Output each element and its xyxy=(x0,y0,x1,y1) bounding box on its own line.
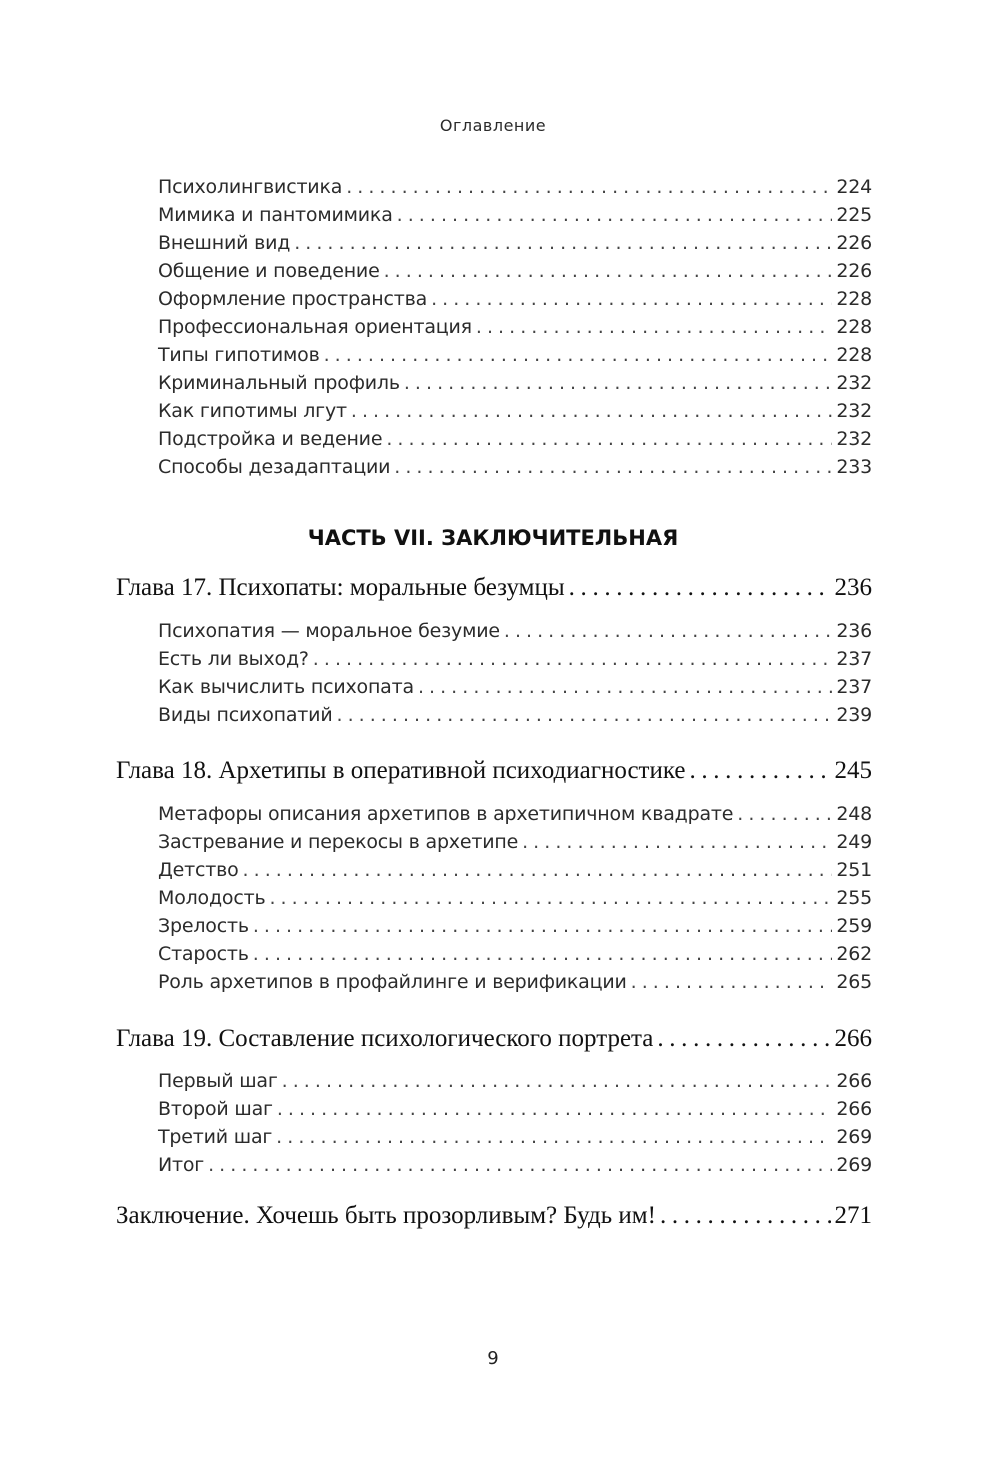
toc-section-entry[interactable] xyxy=(158,887,872,909)
toc-entry-page: 239 xyxy=(836,704,872,726)
toc-entry-title: Молодость xyxy=(158,887,266,909)
toc-leader xyxy=(660,1202,831,1230)
toc-entry-title: Первый шаг xyxy=(158,1070,278,1092)
toc-entry-page: 226 xyxy=(836,260,872,282)
toc-section-entry[interactable] xyxy=(158,704,872,726)
toc-leader xyxy=(522,831,832,853)
toc-entry-title: Застревание и перекосы в архетипе xyxy=(158,831,519,853)
toc-section-entry[interactable] xyxy=(158,971,872,993)
toc-entry-title: Как вычислить психопата xyxy=(158,676,414,698)
toc-entry-title: Старость xyxy=(158,943,249,965)
toc-entry-page: 269 xyxy=(836,1154,872,1176)
toc-entry-page: 233 xyxy=(836,456,872,478)
toc-entry-title: Мимика и пантомимика xyxy=(158,204,393,226)
toc-chapter-title: Глава 19. Составление психологического портрета xyxy=(116,1025,654,1052)
toc-leader xyxy=(253,915,833,937)
toc-section-entry[interactable] xyxy=(158,400,872,422)
toc-section-entry[interactable] xyxy=(158,943,872,965)
toc-entry-page: 265 xyxy=(836,971,872,993)
toc-entry-title: Оформление пространства xyxy=(158,288,428,310)
toc-section-entry[interactable] xyxy=(158,1126,872,1148)
toc-entry-title: Общение и поведение xyxy=(158,260,380,282)
toc-entry-title: Второй шаг xyxy=(158,1098,273,1120)
toc-section-entry[interactable] xyxy=(158,344,872,366)
toc-chapter-title: Заключение. Хочешь быть прозорливым? Будь им! xyxy=(116,1202,656,1229)
toc-entry-page: 228 xyxy=(836,316,872,338)
toc-entry-page: 228 xyxy=(836,288,872,310)
toc-entry-page: 232 xyxy=(836,400,872,422)
toc-entry-title: Метафоры описания архетипов в архетипичном квадрате xyxy=(158,803,734,825)
toc-entry-page: 266 xyxy=(836,1098,872,1120)
toc-leader xyxy=(336,704,832,726)
toc-section-entry[interactable] xyxy=(158,372,872,394)
toc-leader xyxy=(269,887,832,909)
toc-section-entry[interactable] xyxy=(158,648,872,670)
toc-section-entry[interactable] xyxy=(158,676,872,698)
toc-entry-title: Подстройка и ведение xyxy=(158,428,383,450)
toc-leader xyxy=(276,1126,832,1148)
toc-section-entry[interactable] xyxy=(158,803,872,825)
toc-entry-page: 259 xyxy=(836,915,872,937)
toc-entry-title: Типы гипотимов xyxy=(158,344,320,366)
toc-leader xyxy=(431,288,832,310)
toc-entry-page: 237 xyxy=(836,676,872,698)
toc-leader xyxy=(294,232,832,254)
toc-entry-title: Третий шаг xyxy=(158,1126,273,1148)
toc-chapter-page: 266 xyxy=(834,1025,872,1052)
toc-entry-title: Виды психопатий xyxy=(158,704,333,726)
toc-chapter-entry[interactable] xyxy=(116,757,872,785)
toc-entry-page: 249 xyxy=(836,831,872,853)
toc-leader xyxy=(313,648,833,670)
toc-entry-title: Психолингвистика xyxy=(158,176,343,198)
toc-leader xyxy=(282,1070,833,1092)
toc-entry-title: Роль архетипов в профайлинге и верификации xyxy=(158,971,627,993)
toc-entry-page: 232 xyxy=(836,372,872,394)
toc-entry-page: 225 xyxy=(836,204,872,226)
toc-entry-title: Есть ли выход? xyxy=(158,648,309,670)
toc-entry-title: Детство xyxy=(158,859,239,881)
toc-chapter-page: 245 xyxy=(834,757,872,784)
toc-leader xyxy=(404,372,832,394)
toc-entry-title: Криминальный профиль xyxy=(158,372,400,394)
toc-entry-page: 237 xyxy=(836,648,872,670)
toc-section-entry[interactable] xyxy=(158,915,872,937)
toc-section-entry[interactable] xyxy=(158,1070,872,1092)
toc-entry-page: 269 xyxy=(836,1126,872,1148)
toc-entry-page: 251 xyxy=(836,859,872,881)
toc-section-entry[interactable] xyxy=(158,456,872,478)
toc-section-entry[interactable] xyxy=(158,859,872,881)
toc-section-entry[interactable] xyxy=(158,316,872,338)
toc-entry-title: Как гипотимы лгут xyxy=(158,400,347,422)
toc-section-entry[interactable] xyxy=(158,260,872,282)
toc-leader xyxy=(243,859,833,881)
toc-entry-page: 226 xyxy=(836,232,872,254)
toc-entry-title: Зрелость xyxy=(158,915,249,937)
toc-chapter-title: Глава 17. Психопаты: моральные безумцы xyxy=(116,574,565,601)
toc-section-entry[interactable] xyxy=(158,176,872,198)
toc-entry-page: 224 xyxy=(836,176,872,198)
toc-leader xyxy=(631,971,833,993)
toc-chapter-entry[interactable] xyxy=(116,574,872,602)
toc-section-entry[interactable] xyxy=(158,204,872,226)
toc-section-entry[interactable] xyxy=(158,831,872,853)
toc-chapter-title: Глава 18. Архетипы в оперативной психодиагностике xyxy=(116,757,686,784)
toc-entry-page: 236 xyxy=(836,620,872,642)
toc-leader xyxy=(569,574,831,602)
toc-leader xyxy=(208,1154,832,1176)
toc-entry-title: Психопатия — моральное безумие xyxy=(158,620,500,642)
toc-entry-title: Профессиональная ориентация xyxy=(158,316,472,338)
toc-leader xyxy=(737,803,832,825)
toc-section-entry[interactable] xyxy=(158,1154,872,1176)
toc-leader xyxy=(277,1098,833,1120)
toc-entry-page: 262 xyxy=(836,943,872,965)
toc-leader xyxy=(253,943,833,965)
page-number: 9 xyxy=(487,1348,499,1369)
toc-leader xyxy=(346,176,832,198)
running-head: Оглавление xyxy=(439,116,547,135)
toc-entry-page: 232 xyxy=(836,428,872,450)
toc-entry-page: 266 xyxy=(836,1070,872,1092)
toc-entry-title: Способы дезадаптации xyxy=(158,456,391,478)
toc-leader xyxy=(418,676,832,698)
toc-entry-title: Итог xyxy=(158,1154,205,1176)
toc-chapter-page: 236 xyxy=(834,574,872,601)
toc-leader xyxy=(397,204,833,226)
toc-chapter-entry[interactable] xyxy=(116,1025,872,1053)
toc-conclusion-entry[interactable] xyxy=(116,1202,872,1230)
toc-leader xyxy=(324,344,833,366)
toc-leader xyxy=(657,1025,830,1053)
toc-leader xyxy=(504,620,832,642)
toc-chapter-page: 271 xyxy=(834,1202,872,1229)
toc-section-entry[interactable] xyxy=(158,428,872,450)
toc-leader xyxy=(394,456,832,478)
toc-leader xyxy=(476,316,832,338)
toc-section-entry[interactable] xyxy=(158,232,872,254)
toc-leader xyxy=(386,428,832,450)
toc-section-entry[interactable] xyxy=(158,288,872,310)
toc-entry-page: 248 xyxy=(836,803,872,825)
toc-entry-page: 255 xyxy=(836,887,872,909)
part-heading: ЧАСТЬ VII. ЗАКЛЮЧИТЕЛЬНАЯ xyxy=(307,526,679,550)
toc-leader xyxy=(384,260,833,282)
toc-section-entry[interactable] xyxy=(158,1098,872,1120)
toc-leader xyxy=(689,757,830,785)
toc-leader xyxy=(351,400,832,422)
toc-entry-page: 228 xyxy=(836,344,872,366)
toc-entry-title: Внешний вид xyxy=(158,232,291,254)
toc-section-entry[interactable] xyxy=(158,620,872,642)
